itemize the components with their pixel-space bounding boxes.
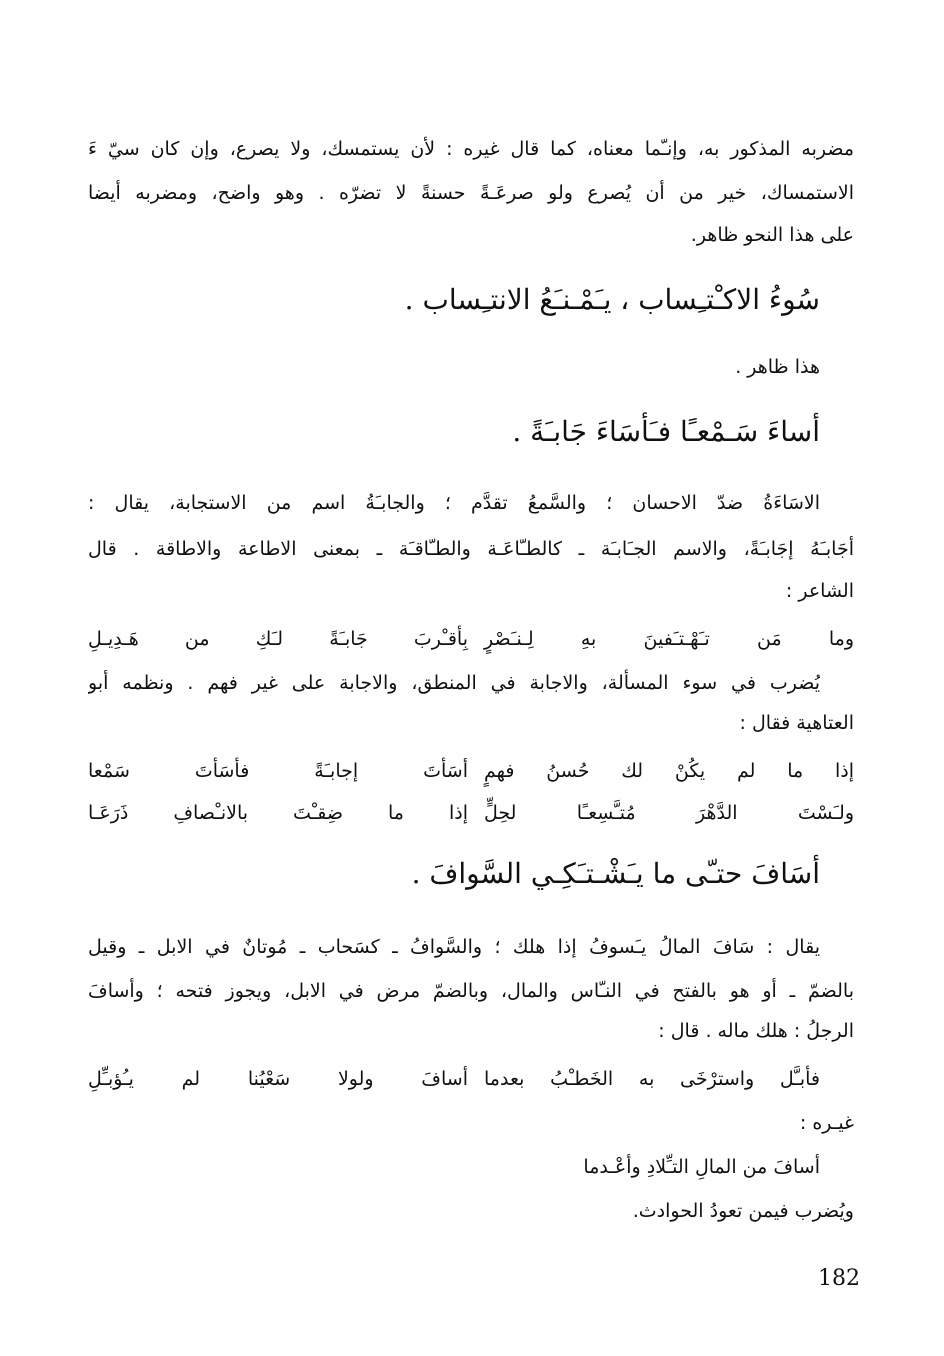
verse-4-first-hemistich: فأبـَّل واسترْخَى به الخَطـْبُ بعدما <box>484 1068 820 1090</box>
verse-2-first-hemistich: إذا ما لم يكُنْ لك حُسنُ فهمٍ <box>484 760 854 782</box>
verse-4 <box>88 1062 854 1096</box>
verse-1-second-hemistich: بِأقـْربَ جَابـَةً لـَكِ من هَـدِيـلِ <box>88 628 468 650</box>
paragraph-1-line-2: الاستمساك، خير من أن يُصرع ولو صرعَـةً حسنةً لا تضرّه . وهو واضح، ومضربه أيضا <box>88 182 854 204</box>
paragraph-1-line-3: على هذا النحو ظاهر. <box>690 224 854 246</box>
paragraph-4-line-1: يقال : سَافَ المالُ يـَسوفُ إذا هلك ؛ والسَّوافُ ـ كسَحاب ـ مُوتانٌ في الابل ـ وقيل <box>88 936 820 958</box>
verse-3 <box>88 796 854 830</box>
verse-2 <box>88 754 854 788</box>
paragraph-3-line-2: العتاهية فقال : <box>739 712 854 734</box>
proverb-heading-1: سُوءُ الاكـْتـِساب ، يـَمْـنـَعُ الانتـِساب . <box>404 283 820 316</box>
proverb-heading-3: أسَافَ حتـّى ما يـَشْـتـَكِـي السَّوافَ . <box>411 857 820 890</box>
closing-line: ويُضرب فيمن تعودُ الحوادث. <box>632 1200 854 1222</box>
paragraph-2-line-2: أجَابـَهُ إجَابـَةً، والاسم الجـَابـَة ـ كالطـّاعَـة والطـّاقـَة ـ بمعنى الاطاعة والاطاقة . قال <box>88 538 854 560</box>
commentary-text-1: هذا ظاهر . <box>735 356 820 378</box>
verse-3-second-hemistich: إذا ما ضِقـْتَ بالانـْصافِ ذَرَعَـا <box>88 802 468 824</box>
proverb-heading-2: أساءَ سَـمْعـًا فـَأسَاءَ جَابـَةً . <box>512 415 820 448</box>
verse-5-hemistich: أسافَ من المالِ التـِّلادِ وأعْـدما <box>583 1156 820 1178</box>
paragraph-2-line-3: الشاعر : <box>785 580 854 602</box>
paragraph-1-line-1: مضربه المذكور به، وإنـّما معناه، كما قال غيره : لأن يستمسك، ولا يصرع، وإن كان سيّ ءَ <box>88 138 854 160</box>
verse-4-second-hemistich: أسافَ ولولا سَعْيُنا لم يـُؤبـِّلِ <box>88 1068 468 1090</box>
page-number: 182 <box>818 1266 860 1291</box>
verse-1 <box>88 622 854 656</box>
verse-2-second-hemistich: أسَأتَ إجابـَةً فأسَأتَ سَمْعا <box>88 760 468 782</box>
paragraph-2-line-1: الاسَاءَةُ ضدّ الاحسان ؛ والسَّمعُ تقدَّم ؛ والجابـَةُ اسم من الاستجابة، يقال : <box>88 492 820 514</box>
paragraph-4-line-3: الرجلُ : هلك ماله . قال : <box>658 1020 854 1042</box>
another-poet-label: غيـره : <box>799 1112 854 1134</box>
verse-1-first-hemistich: وما مَن تـَهْـتـَفينَ بهِ لِـنـَصْرٍ <box>484 628 854 650</box>
paragraph-4-line-2: بالضمّ ـ أو هو بالفتح في النـّاس والمال، وبالضمّ مرض في الابل، ويجوز فتحه ؛ وأسافَ <box>88 980 854 1002</box>
verse-3-first-hemistich: ولـَسْتَ الدَّهْرَ مُتـَّسِعـًا لحِلٍّ <box>484 802 854 824</box>
paragraph-3-line-1: يُضرب في سوء المسألة، والاجابة في المنطق، والاجابة على غير فهم . ونظمه أبو <box>88 672 820 694</box>
